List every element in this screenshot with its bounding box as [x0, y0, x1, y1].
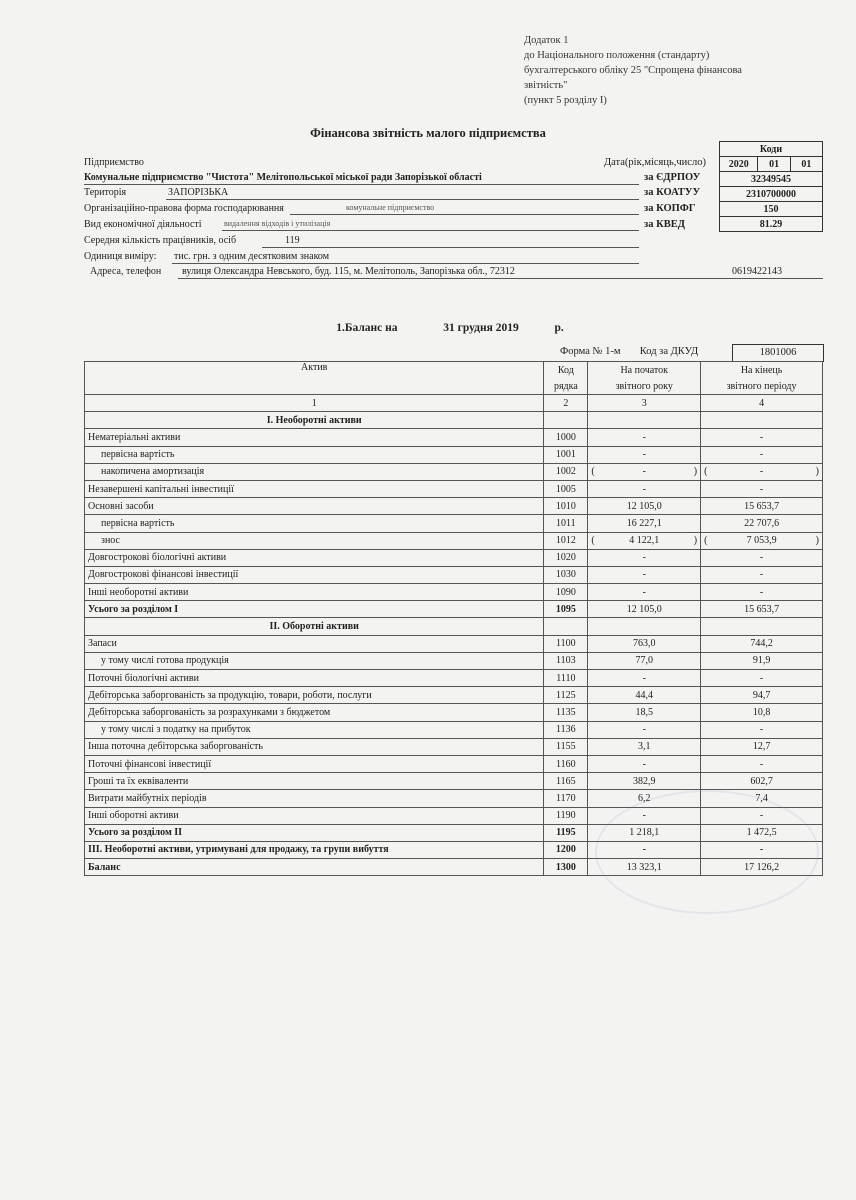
- section-header: I. Необоротні активи: [85, 412, 823, 429]
- form-label: Форма № 1-м Код за ДКУД: [560, 346, 699, 357]
- phone-value: 0619422143: [732, 266, 782, 277]
- table-row: Інші необоротні активи 1090 - -: [85, 584, 823, 601]
- header-asset: Актив: [85, 362, 544, 395]
- total-row: Усього за розділом II 1195 1 218,1 1 472,5: [85, 824, 823, 841]
- table-row: Інші оборотні активи 1190 - -: [85, 807, 823, 824]
- section-header: II. Оборотні активи: [85, 618, 823, 635]
- table-row: накопичена амортизація 1002 ( - ) ( - ): [85, 463, 823, 480]
- report-title: Фінансова звітність малого підприємства: [310, 126, 546, 140]
- koatuu-label: за КОАТУУ: [644, 187, 701, 198]
- enterprise-label: Підприємство: [84, 157, 144, 168]
- table-row: у тому числі з податку на прибуток 1136 - -: [85, 721, 823, 738]
- address-label: Адреса, телефон: [90, 266, 162, 277]
- date-label: Дата(рік,місяць,число): [604, 157, 706, 168]
- total-row: III. Необоротні активи, утримувані для продажу, та групи вибуття 1200 - -: [85, 841, 823, 858]
- employees-value: 119: [285, 235, 300, 246]
- table-row: Довгострокові фінансові інвестиції 1030 - -: [85, 566, 823, 583]
- table-row: Запаси 1100 763,0 744,2: [85, 635, 823, 652]
- codes-box: Коди 2020 01 01 32349545 2310700000 150 81.29: [719, 141, 823, 232]
- kved-code: 81.29: [720, 217, 823, 232]
- total-row: Усього за розділом I 1095 12 105,0 15 653,7: [85, 601, 823, 618]
- table-row: у тому числі готова продукція 1103 77,0 91,9: [85, 652, 823, 669]
- table-row: Витрати майбутніх періодів 1170 6,2 7,4: [85, 790, 823, 807]
- date-year: 2020: [720, 157, 758, 172]
- employees-label: Середня кількість працівників, осіб: [84, 235, 237, 246]
- kopfg-code: 150: [720, 202, 823, 217]
- table-row: Поточні біологічні активи 1110 - -: [85, 670, 823, 687]
- table-row: Основні засоби 1010 12 105,0 15 653,7: [85, 498, 823, 515]
- table-header: Актив Код На початок На кінець: [85, 362, 823, 379]
- balance-total-row: Баланс 1300 13 323,1 17 126,2: [85, 859, 823, 876]
- activity-label: Вид економічної діяльності: [84, 219, 202, 230]
- org-form-label: Організаційно-правова форма господарювання: [84, 203, 284, 214]
- activity-value: видалення відходів і утилізація: [224, 219, 331, 228]
- kved-label: за КВЕД: [644, 219, 685, 230]
- address-value: вулиця Олександра Невського, буд. 115, м. Мелітополь, Запорізька обл., 72312: [182, 266, 515, 277]
- edrpou-label: за ЄДРПОУ: [644, 172, 701, 183]
- balance-title: 1.Баланс на 31 грудня 2019 р.: [336, 322, 564, 334]
- balance-table: Актив Код На початок На кінець рядка звітного року звітного періоду 1 2 3 4 I. Необоротні активи Нематеріальні активи 1000 - - первісна вартість 1001 - - накопичена амортизація 1002 ( - ) ( - ) Незавершені капітальні інвестиції 1005 - - Основні засоби 1010 12 105,0 15 653,7 первісна вартість 1011 16 227,1 22 707,6 знос 1012 ( 4 122,1 ) ( 7 053,9 ) Довгострокові біологічні активи 1020 - - Довгострокові фінансові інвестиції 1030 - - Інші необоротні активи 1090 - - Усього за розділом I 1095 12 105,0 15 653,7 II. Оборотні активи Запаси 1100 763,0 744,2 у тому числі готова продукція 1103 77,0 91,9 Поточні біологічні активи 1110 - - Дебіторська заборгованість за продукцію, товари, роботи, послуги 1125 44,4 94,7 Дебіторська заборгованість за розрахунками з бюджетом 1135 18,5 10,8 у тому числі з податку на прибуток 1136 - - Інша поточна дебіторська заборгованість 1155 3,1 12,7 Поточні фінансові інвестиції 1160 - - Гроші та їх еквіваленти 1165 382,9 602,7 Витрати майбутніх періодів 1170 6,2 7,4 Інші оборотні активи 1190 - - Усього за розділом II 1195 1 218,1 1 472,5 III. Необоротні активи, утримувані для продажу, та групи вибуття 1200 - - Баланс 1300 13 323,1 17 126,2: [84, 361, 823, 876]
- faint-stamp: [595, 790, 819, 914]
- column-numbers: 1 2 3 4: [85, 395, 823, 412]
- date-month: 01: [758, 157, 790, 172]
- table-row: Незавершені капітальні інвестиції 1005 - -: [85, 480, 823, 497]
- territory-label: Територія: [84, 187, 127, 198]
- table-row: первісна вартість 1011 16 227,1 22 707,6: [85, 515, 823, 532]
- table-row: Довгострокові біологічні активи 1020 - -: [85, 549, 823, 566]
- table-row: Дебіторська заборгованість за продукцію, товари, роботи, послуги 1125 44,4 94,7: [85, 687, 823, 704]
- table-row: Поточні фінансові інвестиції 1160 - -: [85, 755, 823, 772]
- territory-value: ЗАПОРІЗЬКА: [168, 187, 229, 198]
- edrpou-code: 32349545: [720, 172, 823, 187]
- table-row: первісна вартість 1001 - -: [85, 446, 823, 463]
- table-row: Інша поточна дебіторська заборгованість 1155 3,1 12,7: [85, 738, 823, 755]
- org-form-value: комунальне підприємство: [346, 203, 435, 212]
- date-day: 01: [790, 157, 822, 172]
- enterprise-name: Комунальне підприємство "Чистота" Мелітопольської міської ради Запорізької області: [84, 172, 482, 183]
- kopfg-label: за КОПФГ: [644, 203, 696, 214]
- koatuu-code: 2310700000: [720, 187, 823, 202]
- table-row: Гроші та їх еквіваленти 1165 382,9 602,7: [85, 773, 823, 790]
- table-row: знос 1012 ( 4 122,1 ) ( 7 053,9 ): [85, 532, 823, 549]
- unit-value: тис. грн. з одним десятковим знаком: [174, 251, 330, 262]
- table-row: Нематеріальні активи 1000 - -: [85, 429, 823, 446]
- dkud-code: 1801006: [732, 344, 824, 362]
- appendix-note: Додаток 1 до Національного положення (стандарту) бухгалтерського обліку 25 "Спрощена фінансова звітність" (пункт 5 розділу I): [524, 35, 742, 106]
- unit-label: Одиниця виміру:: [84, 251, 157, 262]
- table-row: Дебіторська заборгованість за розрахунками з бюджетом 1135 18,5 10,8: [85, 704, 823, 721]
